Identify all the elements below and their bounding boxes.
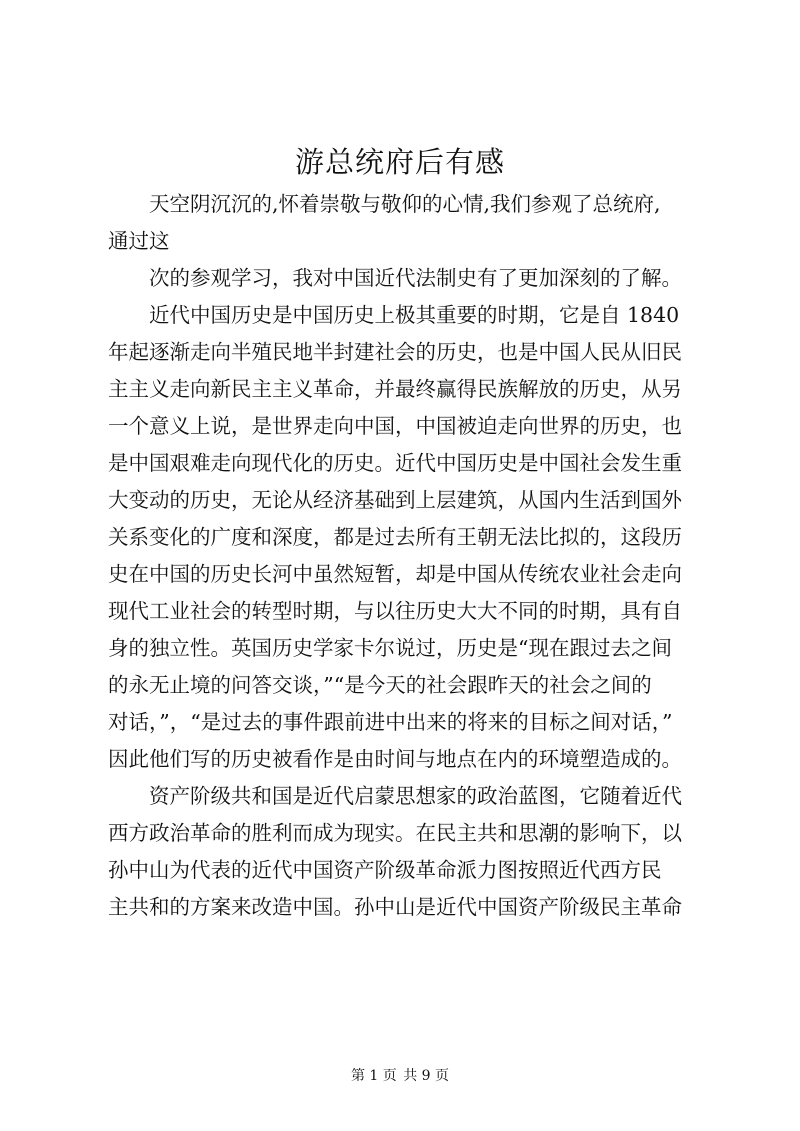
page-footer [0, 1066, 800, 1086]
paragraph-line: 对话，”，“是过去的事件跟前进中出来的将来的目标之间对话，” [108, 710, 673, 734]
paragraph-line: 的永无止境的问答交谈，”“是今天的社会跟昨天的社会之间的 [108, 673, 652, 697]
document-title: 游总统府后有感 [294, 145, 505, 179]
paragraph-line: 关系变化的广度和深度，都是过去所有王朝无法比拟的，这段历 [108, 525, 682, 549]
paragraph-line: 一个意义上说，是世界走向中国，中国被迫走向世界的历史，也 [108, 414, 682, 438]
page-number: 第 1 页 [350, 1068, 397, 1084]
paragraph-line: 是中国艰难走向现代化的历史。近代中国历史是中国社会发生重 [108, 451, 682, 475]
paragraph-line: 次的参观学习，我对中国近代法制史有了更加深刻的了解。 [149, 266, 682, 290]
paragraph-line: 近代中国历史是中国历史上极其重要的时期，它是自 1840 [149, 303, 680, 327]
paragraph-line: 主主义走向新民主主义革命，并最终赢得民族解放的历史，从另 [108, 377, 682, 401]
paragraph-line: 年起逐渐走向半殖民地半封建社会的历史，也是中国人民从旧民 [108, 340, 682, 364]
paragraph-line: 通过这 [108, 229, 170, 253]
paragraph-line: 西方政治革命的胜利而成为现实。在民主共和思潮的影响下，以 [108, 821, 682, 845]
paragraph-line: 主共和的方案来改造中国。孙中山是近代中国资产阶级民主革命 [108, 895, 682, 919]
paragraph-line: 史在中国的历史长河中虽然短暂，却是中国从传统农业社会走向 [108, 562, 682, 586]
paragraph-line: 天空阴沉沉的,怀着崇敬与敬仰的心情,我们参观了总统府, [149, 192, 661, 216]
paragraph-line: 大变动的历史，无论从经济基础到上层建筑，从国内生活到国外 [108, 488, 682, 512]
paragraph-line: 资产阶级共和国是近代启蒙思想家的政治蓝图，它随着近代 [149, 784, 682, 808]
paragraph-line: 身的独立性。英国历史学家卡尔说过，历史是“现在跟过去之间 [108, 636, 672, 660]
page-total: 共 9 页 [403, 1068, 450, 1084]
paragraph-line: 孙中山为代表的近代中国资产阶级革命派力图按照近代西方民 [108, 858, 662, 882]
paragraph-line: 因此他们写的历史被看作是由时间与地点在内的环境塑造成的。 [108, 747, 682, 771]
document-body [108, 186, 708, 926]
paragraph-line: 现代工业社会的转型时期，与以往历史大大不同的时期，具有自 [108, 599, 682, 623]
